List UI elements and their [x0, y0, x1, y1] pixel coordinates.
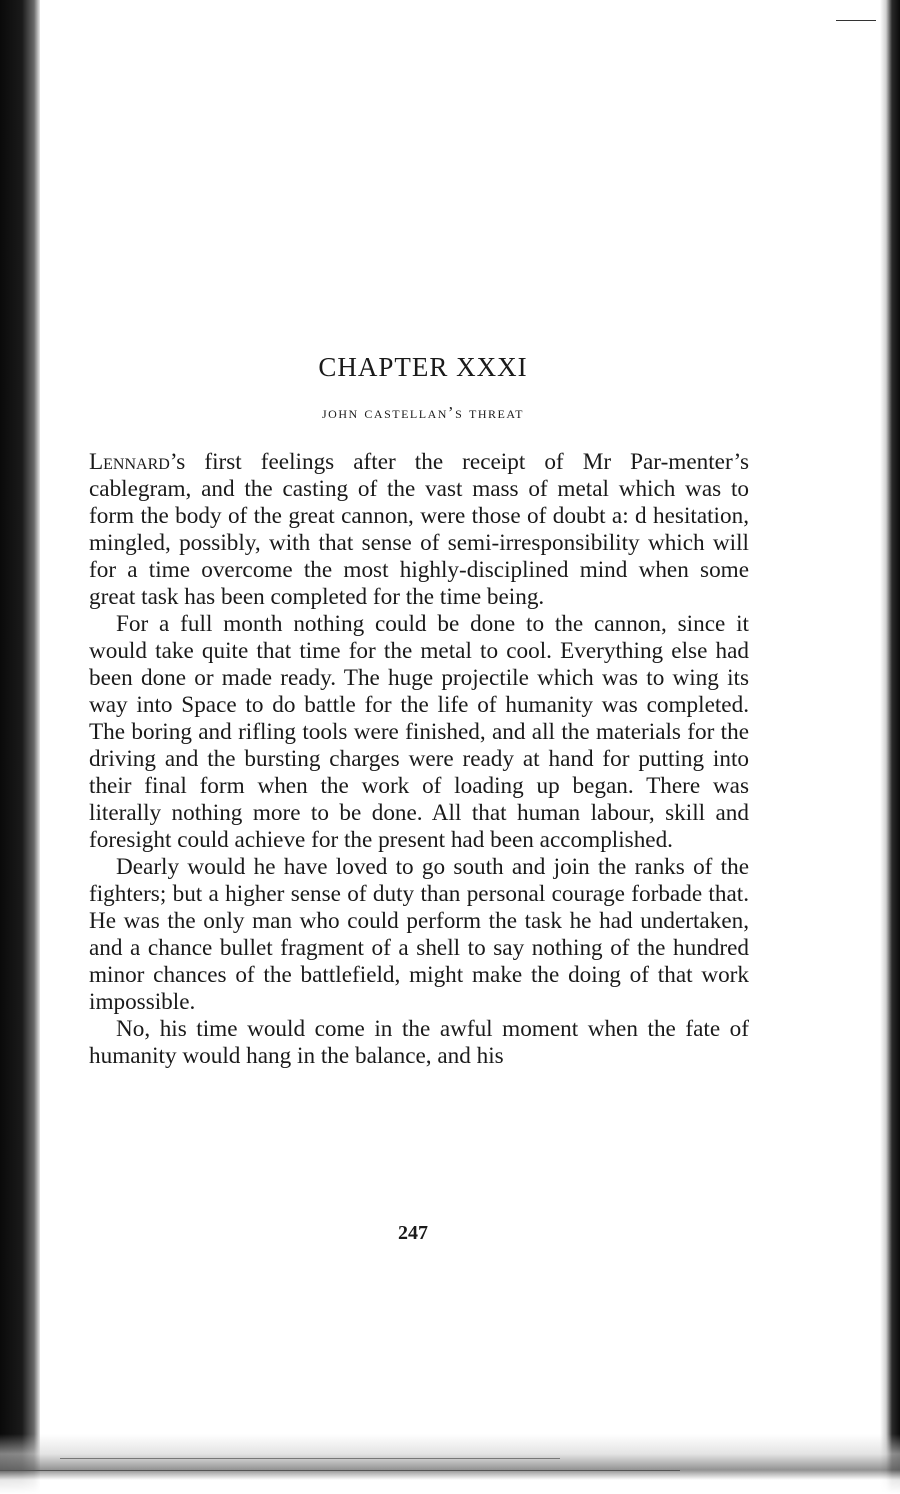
scan-line: [0, 1470, 680, 1471]
paragraph: For a full month nothing could be done to the cannon, since it would take quite that time for the metal to cool. Everything else had been done or made ready. The huge projectile which was to wing its way into Space to do battle for the life of humanity was completed. The boring and rifling tools were finished, and all the materials for the driving and the bursting charges were ready at hand for putting into their final form when the work of loading up began. There was literally nothing more to be done. All that human labour, skill and foresight could achieve for the present had been accomplished.: [89, 611, 749, 853]
paragraph: No, his time would come in the awful moment when the fate of humanity would hang in the balance, and his: [89, 1016, 749, 1069]
chapter-subtitle: john castellan’s threat: [322, 403, 524, 422]
body-text: [89, 449, 749, 1070]
scan-left-shadow: [0, 0, 40, 1494]
paragraph-text: ’s first feelings after the receipt of Mr Par-menter’s cablegram, and the casting of the vast mass of metal which was to form the body of the great cannon, were those of doubt a: d hesitation, mingled, possibly, with that sense of semi-irresponsibility which will for a time overcome the most highly-disciplined mind when some great task has been completed for the time being.: [89, 449, 749, 610]
paragraph-lead-word: Lennard: [89, 449, 170, 475]
paragraph: [89, 449, 749, 611]
scan-right-edge: [880, 0, 900, 1494]
scan-bottom-edge: [0, 1434, 900, 1494]
scan-line: [60, 1458, 560, 1459]
page-number: 247: [398, 1222, 428, 1244]
scan-line: [836, 20, 876, 21]
chapter-title: CHAPTER XXXI: [318, 352, 528, 382]
paragraph: Dearly would he have loved to go south and join the ranks of the fighters; but a higher sense of duty than personal courage forbade that. He was the only man who could perform the task he had undertaken, and a chance bullet fragment of a shell to say nothing of the hundred minor chances of the battlefield, might make the doing of that work impossible.: [89, 854, 749, 1015]
